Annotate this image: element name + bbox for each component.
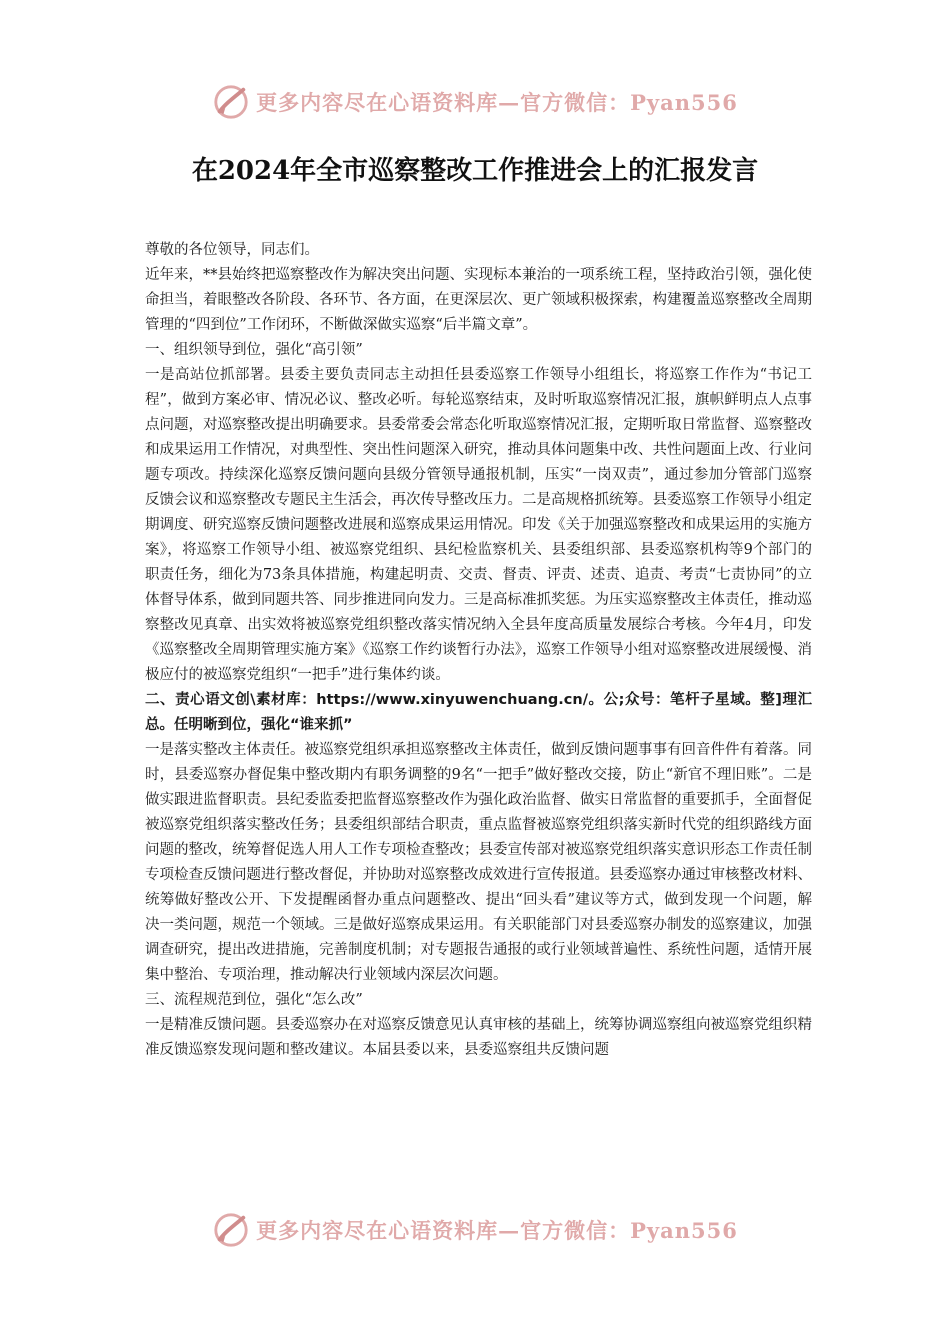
watermark-top	[0, 82, 950, 122]
document-title: 在2024年全市巡察整改工作推进会上的汇报发言	[191, 156, 759, 186]
document-body	[145, 238, 812, 1063]
watermark-text: 更多内容尽在心语资料库—官方微信：Pyan556	[256, 90, 738, 115]
section-3-paragraph: 一是精准反馈问题。县委巡察办在对巡察反馈意见认真审核的基础上，统筹协调巡察组向被巡察党组织精准反馈巡察发现问题和整改建议。本届县委以来，县委巡察组共反馈问题	[145, 1017, 812, 1058]
intro-paragraph: 近年来，**县始终把巡察整改作为解决突出问题、实现标本兼治的一项系统工程，坚持政治引领，强化使命担当，着眼整改各阶段、各环节、各方面，在更深层次、更广领域积极探索，构建覆盖巡察整改全周期管理的“四到位”工作闭环，不断做深做实巡察“后半篇文章”。	[145, 267, 812, 333]
section-1-paragraph: 一是高站位抓部署。县委主要负责同志主动担任县委巡察工作领导小组组长，将巡察工作作为“书记工程”，做到方案必审、情况必议、整改必听。每轮巡察结束，及时听取巡察情况汇报，旗帜鲜明点人点事点问题，对巡察整改提出明确要求。县委常委会常态化听取巡察情况汇报，定期听取日常监督、巡察整改和成果运用工作情况，对典型性、突出性问题深入研究，推动具体问题集中改、共性问题面上改、行业问题专项改。持续深化巡察反馈问题向县级分管领导通报机制，压实“一岗双责”，通过参加分管部门巡察反馈会议和巡察整改专题民主生活会，再次传导整改压力。二是高规格抓统筹。县委巡察工作领导小组定期调度、研究巡察反馈问题整改进展和巡察成果运用情况。印发《关于加强巡察整改和成果运用的实施方案》，将巡察工作领导小组、被巡察党组织、县纪检监察机关、县委组织部、县委巡察机构等9个部门的职责任务，细化为73条具体措施，构建起明责、交责、督责、评责、述责、追责、考责“七责协同”的立体督导体系，做到同题共答、同步推进同向发力。三是高标准抓奖惩。为压实巡察整改主体责任，推动巡察整改见真章、出实效将被巡察党组织整改落实情况纳入全县年度高质量发展综合考核。今年4月，印发《巡察整改全周期管理实施方案》《巡察工作约谈暂行办法》，巡察工作领导小组对巡察整改进展缓慢、消极应付的被巡察党组织“一把手”进行集体约谈。	[145, 367, 812, 683]
watermark-bottom	[0, 1210, 950, 1250]
section-2-paragraph: 一是落实整改主体责任。被巡察党组织承担巡察整改主体责任，做到反馈问题事事有回音件件有着落。同时，县委巡察办督促集中整改期内有职务调整的9名“一把手”做好整改交接，防止“新官不理旧账”。二是做实跟进监督职责。县纪委监委把监督巡察整改作为强化政治监督、做实日常监督的重要抓手，全面督促被巡察党组织落实整改任务；县委组织部结合职责，重点监督被巡察党组织落实新时代党的组织路线方面问题的整改，统筹督促选人用人工作专项检查整改；县委宣传部对被巡察党组织落实意识形态工作责任制专项检查反馈问题进行整改督促，并协助对巡察整改成效进行宣传报道。县委巡察办通过审核整改材料、统筹做好整改公开、下发提醒函督办重点问题整改、提出“回头看”建议等方式，做到发现一个问题，解决一类问题，规范一个领域。三是做好巡察成果运用。有关职能部门对县委巡察办制发的巡察建议，加强调查研究，提出改进措施，完善制度机制；对专题报告通报的或行业领域普遍性、系统性问题，适情开展集中整治、专项治理，推动解决行业领域内深层次问题。	[145, 742, 812, 983]
section-heading-3: 三、流程规范到位，强化“怎么改”	[145, 992, 363, 1008]
watermark-text: 更多内容尽在心语资料库—官方微信：Pyan556	[256, 1218, 738, 1243]
salutation: 尊敬的各位领导，同志们。	[145, 242, 319, 258]
section-heading-2: 二、责心语文创\素材库：https://www.xinyuwenchuang.cn/。公;众号：笔杆子星域。整]理汇总。任明晰到位，强化“谁来抓”	[145, 692, 812, 733]
brush-logo-icon	[212, 83, 250, 121]
section-heading-1: 一、组织领导到位，强化“高引领”	[145, 342, 363, 358]
brush-logo-icon	[212, 1211, 250, 1249]
